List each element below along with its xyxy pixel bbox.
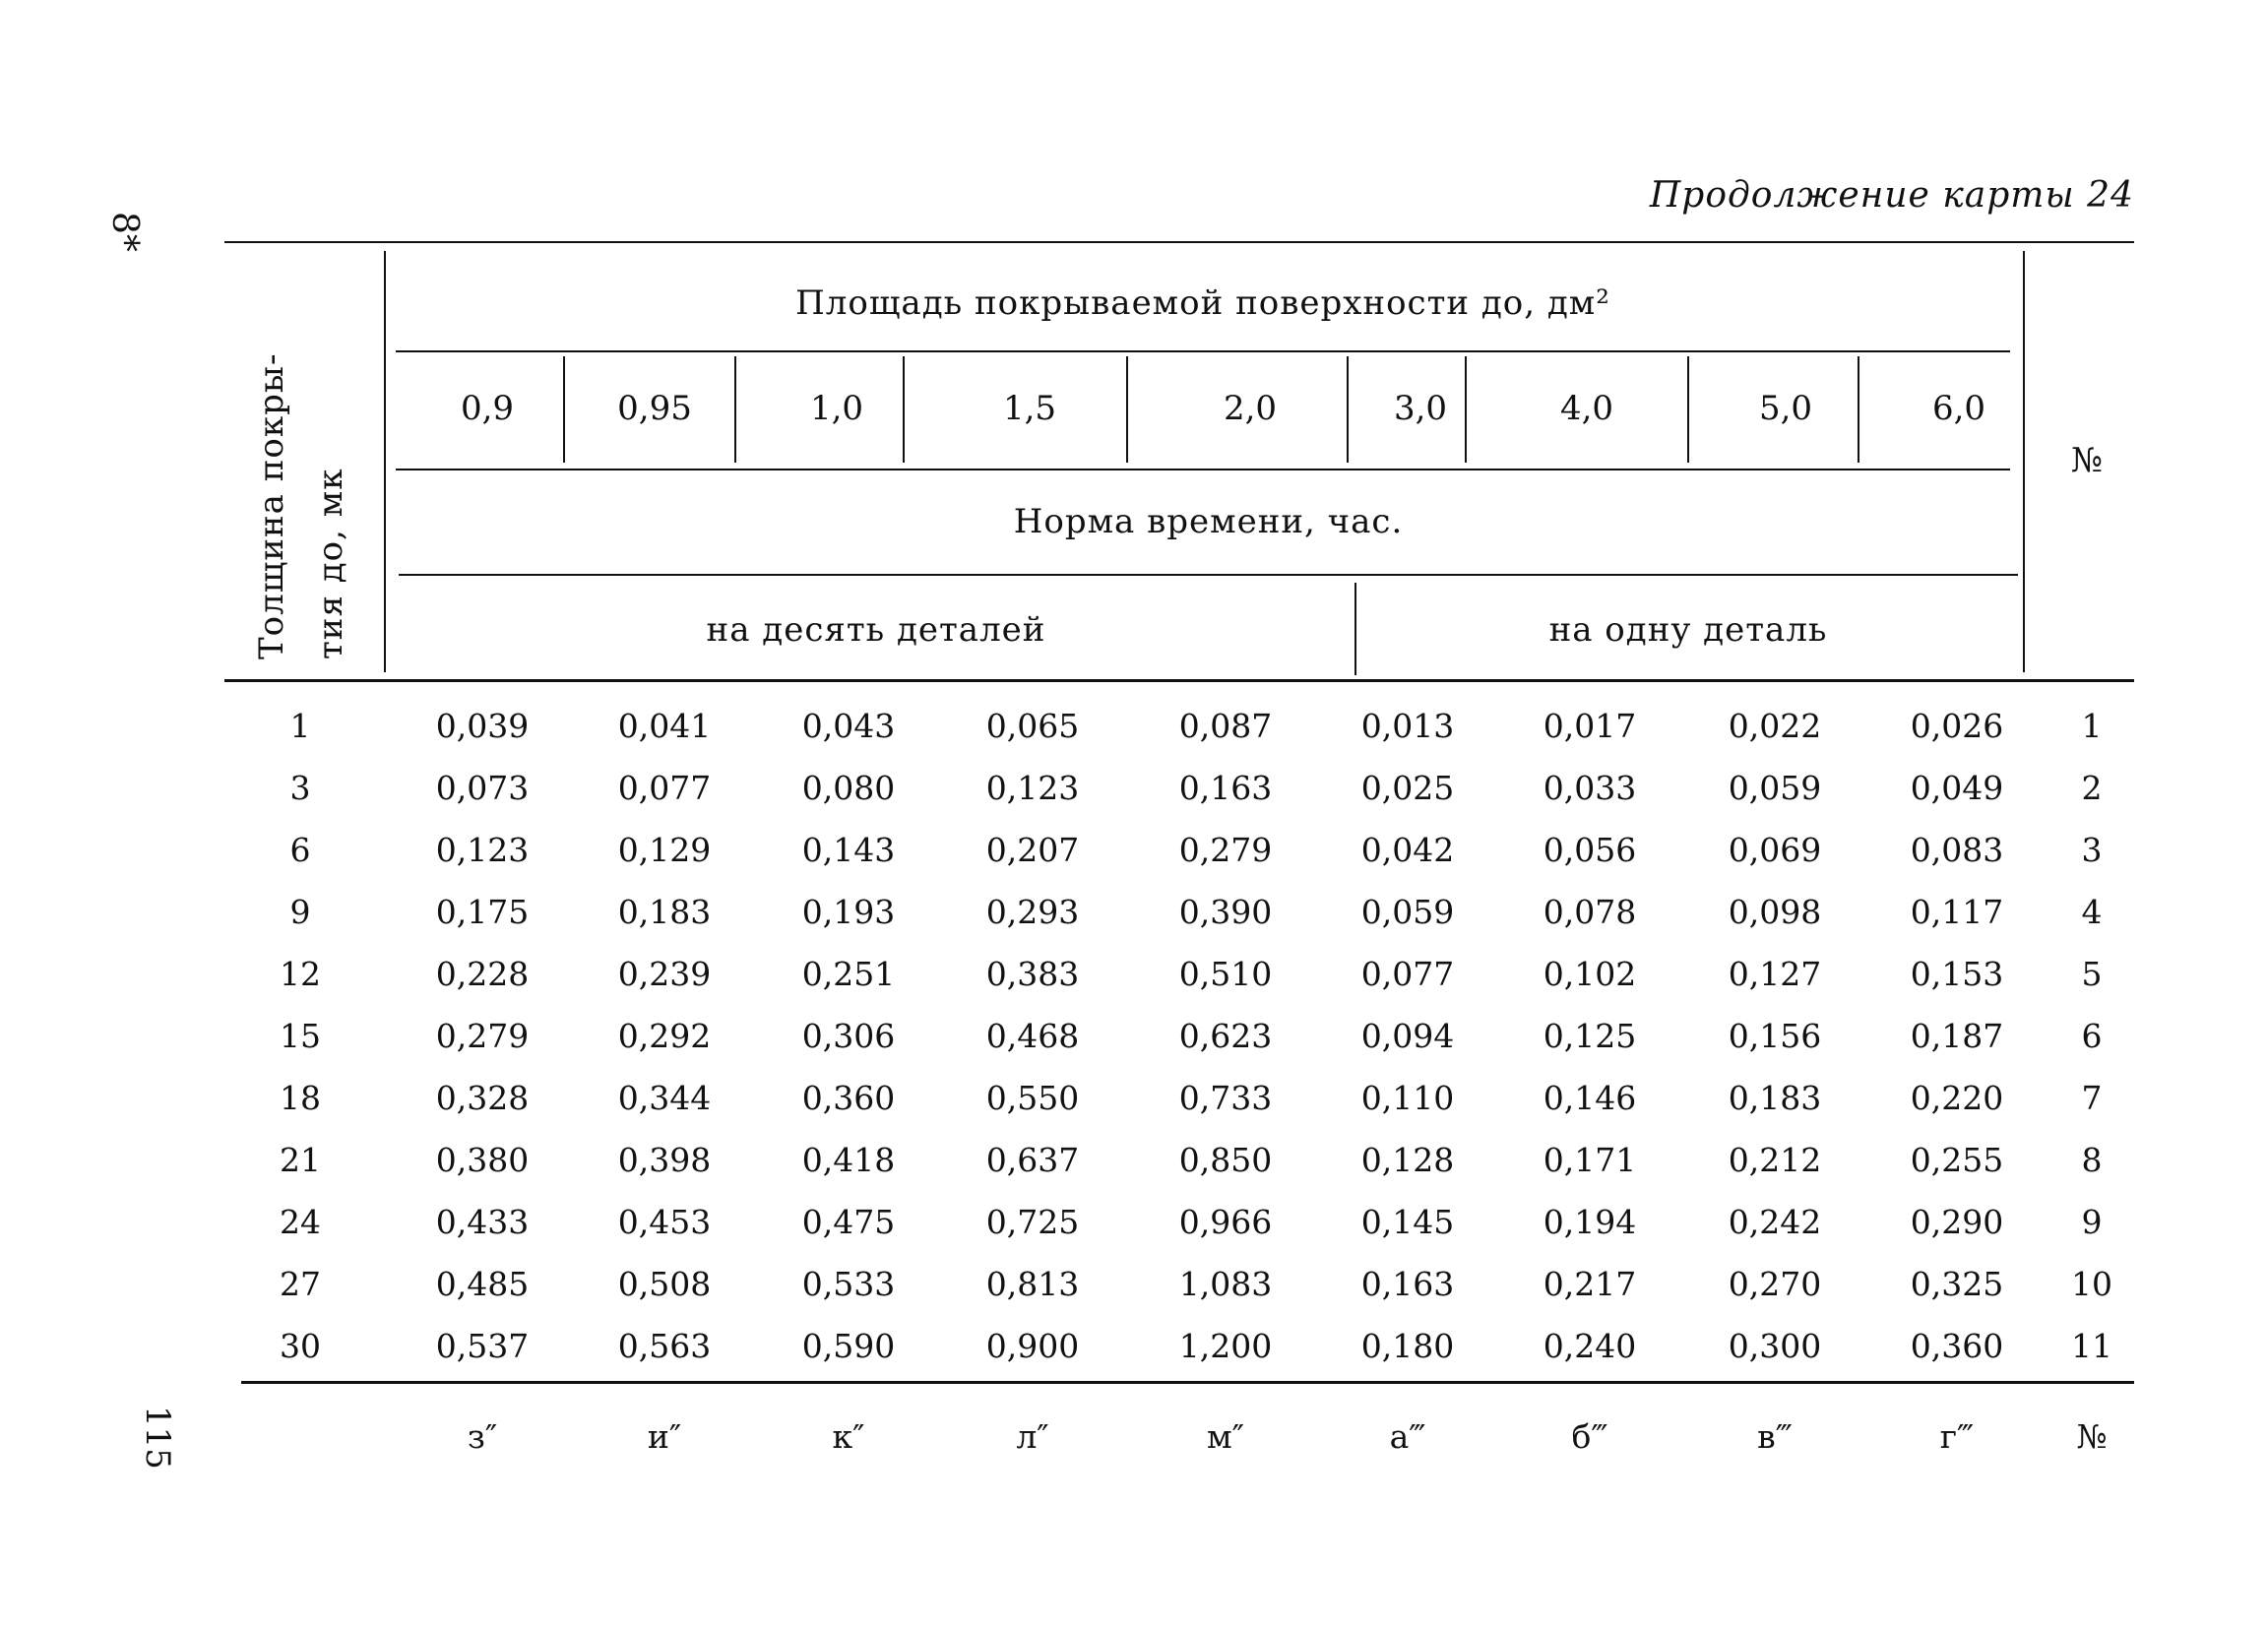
running-head: Продолжение карты 24 xyxy=(1649,175,2134,216)
value-cell: 0,143 xyxy=(801,831,896,869)
value-cell: 0,240 xyxy=(1543,1327,1637,1365)
value-cell: 0,025 xyxy=(1360,769,1455,807)
value-cell: 0,187 xyxy=(1910,1017,2004,1055)
area-header: Площадь покрываемой поверхности до, дм² xyxy=(795,283,1610,323)
area-divider xyxy=(1126,356,1128,463)
thickness-header-line2: тия до, мк xyxy=(311,468,350,659)
value-cell: 0,171 xyxy=(1543,1141,1637,1179)
value-cell: 0,279 xyxy=(1178,831,1273,869)
table-bottom-rule xyxy=(241,1381,2134,1384)
value-cell: 0,017 xyxy=(1543,707,1637,745)
value-cell: 0,194 xyxy=(1543,1203,1637,1241)
value-cell: 0,623 xyxy=(1178,1017,1273,1055)
value-cell: 0,026 xyxy=(1910,707,2004,745)
group-divider xyxy=(1354,583,1356,675)
value-cell: 0,220 xyxy=(1910,1079,2004,1117)
row-number-cell: 1 xyxy=(2081,707,2103,745)
value-cell: 0,242 xyxy=(1728,1203,1822,1241)
thickness-cell: 3 xyxy=(289,769,311,807)
value-cell: 0,102 xyxy=(1543,955,1637,993)
value-cell: 0,212 xyxy=(1728,1141,1822,1179)
row-number-cell: 2 xyxy=(2081,769,2103,807)
value-cell: 0,537 xyxy=(435,1327,530,1365)
area-value: 5,0 xyxy=(1758,389,1813,428)
value-cell: 0,468 xyxy=(985,1017,1080,1055)
group-one-header: на одну деталь xyxy=(1548,610,1828,650)
area-divider xyxy=(1687,356,1689,463)
column-code: г‴ xyxy=(1939,1417,1975,1456)
row-number-cell: 11 xyxy=(2071,1327,2112,1365)
header-bottom-rule xyxy=(224,679,2134,682)
value-cell: 0,129 xyxy=(617,831,712,869)
thickness-cell: 1 xyxy=(289,707,311,745)
value-cell: 1,200 xyxy=(1178,1327,1273,1365)
norm-header-rule xyxy=(399,574,2018,576)
value-cell: 0,056 xyxy=(1543,831,1637,869)
value-cell: 0,255 xyxy=(1910,1141,2004,1179)
page-number: 115 xyxy=(138,1406,177,1470)
value-cell: 0,163 xyxy=(1178,769,1273,807)
area-value: 4,0 xyxy=(1559,389,1614,428)
column-code: б‴ xyxy=(1571,1417,1608,1456)
value-cell: 0,059 xyxy=(1728,769,1822,807)
area-value: 6,0 xyxy=(1931,389,1986,428)
value-cell: 0,077 xyxy=(1360,955,1455,993)
row-number-cell: 7 xyxy=(2081,1079,2103,1117)
group-ten-header: на десять деталей xyxy=(706,610,1046,650)
value-cell: 0,508 xyxy=(617,1265,712,1303)
value-cell: 0,128 xyxy=(1360,1141,1455,1179)
value-cell: 0,292 xyxy=(617,1017,712,1055)
area-value: 2,0 xyxy=(1223,389,1278,428)
value-cell: 0,398 xyxy=(617,1141,712,1179)
column-code: в‴ xyxy=(1757,1417,1793,1456)
area-divider xyxy=(734,356,736,463)
column-code: а‴ xyxy=(1389,1417,1426,1456)
value-cell: 0,033 xyxy=(1543,769,1637,807)
value-cell: 0,328 xyxy=(435,1079,530,1117)
value-cell: 1,083 xyxy=(1178,1265,1273,1303)
value-cell: 0,550 xyxy=(985,1079,1080,1117)
thickness-cell: 9 xyxy=(289,893,311,931)
value-cell: 0,279 xyxy=(435,1017,530,1055)
value-cell: 0,153 xyxy=(1910,955,2004,993)
column-code: з″ xyxy=(467,1417,498,1456)
area-value: 3,0 xyxy=(1393,389,1448,428)
value-cell: 0,813 xyxy=(985,1265,1080,1303)
thickness-cell: 24 xyxy=(280,1203,321,1241)
area-value: 0,9 xyxy=(460,389,515,428)
value-cell: 0,453 xyxy=(617,1203,712,1241)
value-cell: 0,059 xyxy=(1360,893,1455,931)
value-cell: 0,510 xyxy=(1178,955,1273,993)
value-cell: 0,043 xyxy=(801,707,896,745)
value-cell: 0,013 xyxy=(1360,707,1455,745)
value-cell: 0,193 xyxy=(801,893,896,931)
value-cell: 0,850 xyxy=(1178,1141,1273,1179)
value-cell: 0,300 xyxy=(1728,1327,1822,1365)
value-cell: 0,360 xyxy=(1910,1327,2004,1365)
area-divider xyxy=(563,356,565,463)
value-cell: 0,146 xyxy=(1543,1079,1637,1117)
row-number-cell: 6 xyxy=(2081,1017,2103,1055)
value-cell: 0,325 xyxy=(1910,1265,2004,1303)
value-cell: 0,117 xyxy=(1910,893,2004,931)
row-number-cell: 9 xyxy=(2081,1203,2103,1241)
value-cell: 0,022 xyxy=(1728,707,1822,745)
column-code: к″ xyxy=(832,1417,865,1456)
value-cell: 0,039 xyxy=(435,707,530,745)
value-cell: 0,533 xyxy=(801,1265,896,1303)
value-cell: 0,563 xyxy=(617,1327,712,1365)
value-cell: 0,127 xyxy=(1728,955,1822,993)
left-header-divider xyxy=(384,251,386,672)
value-cell: 0,069 xyxy=(1728,831,1822,869)
column-code: и″ xyxy=(647,1417,682,1456)
value-cell: 0,180 xyxy=(1360,1327,1455,1365)
value-cell: 0,156 xyxy=(1728,1017,1822,1055)
value-cell: 0,042 xyxy=(1360,831,1455,869)
value-cell: 0,094 xyxy=(1360,1017,1455,1055)
row-number-cell: 10 xyxy=(2071,1265,2112,1303)
table-top-rule xyxy=(224,241,2134,243)
value-cell: 0,080 xyxy=(801,769,896,807)
value-cell: 0,145 xyxy=(1360,1203,1455,1241)
value-cell: 0,073 xyxy=(435,769,530,807)
value-cell: 0,383 xyxy=(985,955,1080,993)
value-cell: 0,049 xyxy=(1910,769,2004,807)
value-cell: 0,098 xyxy=(1728,893,1822,931)
thickness-cell: 21 xyxy=(280,1141,321,1179)
thickness-header-line1: Толщина покры- xyxy=(252,352,291,659)
area-value: 1,5 xyxy=(1002,389,1057,428)
value-cell: 0,041 xyxy=(617,707,712,745)
right-header-divider xyxy=(2023,251,2025,672)
value-cell: 0,270 xyxy=(1728,1265,1822,1303)
value-cell: 0,110 xyxy=(1360,1079,1455,1117)
row-number-cell: 5 xyxy=(2081,955,2103,993)
value-cell: 0,251 xyxy=(801,955,896,993)
value-cell: 0,390 xyxy=(1178,893,1273,931)
value-cell: 0,123 xyxy=(985,769,1080,807)
area-divider xyxy=(1347,356,1349,463)
row-number-cell: 8 xyxy=(2081,1141,2103,1179)
value-cell: 0,087 xyxy=(1178,707,1273,745)
column-code-num: № xyxy=(2076,1417,2108,1456)
area-header-rule xyxy=(396,350,2010,352)
norm-header: Норма времени, час. xyxy=(1013,502,1404,541)
value-cell: 0,175 xyxy=(435,893,530,931)
area-values-rule xyxy=(396,469,2010,470)
value-cell: 0,183 xyxy=(617,893,712,931)
area-value: 0,95 xyxy=(617,389,692,428)
thickness-cell: 27 xyxy=(280,1265,321,1303)
value-cell: 0,228 xyxy=(435,955,530,993)
value-cell: 0,380 xyxy=(435,1141,530,1179)
value-cell: 0,418 xyxy=(801,1141,896,1179)
value-cell: 0,475 xyxy=(801,1203,896,1241)
value-cell: 0,290 xyxy=(1910,1203,2004,1241)
value-cell: 0,123 xyxy=(435,831,530,869)
value-cell: 0,900 xyxy=(985,1327,1080,1365)
value-cell: 0,733 xyxy=(1178,1079,1273,1117)
value-cell: 0,485 xyxy=(435,1265,530,1303)
value-cell: 0,590 xyxy=(801,1327,896,1365)
value-cell: 0,163 xyxy=(1360,1265,1455,1303)
value-cell: 0,207 xyxy=(985,831,1080,869)
area-divider xyxy=(1858,356,1859,463)
row-number-cell: 4 xyxy=(2081,893,2103,931)
thickness-cell: 15 xyxy=(280,1017,321,1055)
thickness-cell: 18 xyxy=(280,1079,321,1117)
thickness-cell: 30 xyxy=(280,1327,321,1365)
value-cell: 0,083 xyxy=(1910,831,2004,869)
area-value: 1,0 xyxy=(809,389,864,428)
value-cell: 0,077 xyxy=(617,769,712,807)
value-cell: 0,306 xyxy=(801,1017,896,1055)
thickness-cell: 12 xyxy=(280,955,321,993)
value-cell: 0,217 xyxy=(1543,1265,1637,1303)
value-cell: 0,725 xyxy=(985,1203,1080,1241)
thickness-cell: 6 xyxy=(289,831,311,869)
row-number-cell: 3 xyxy=(2081,831,2103,869)
value-cell: 0,125 xyxy=(1543,1017,1637,1055)
num-header: № xyxy=(2070,441,2104,480)
value-cell: 0,637 xyxy=(985,1141,1080,1179)
value-cell: 0,433 xyxy=(435,1203,530,1241)
value-cell: 0,183 xyxy=(1728,1079,1822,1117)
value-cell: 0,293 xyxy=(985,893,1080,931)
column-code: м″ xyxy=(1207,1417,1244,1456)
value-cell: 0,966 xyxy=(1178,1203,1273,1241)
value-cell: 0,360 xyxy=(801,1079,896,1117)
value-cell: 0,239 xyxy=(617,955,712,993)
value-cell: 0,344 xyxy=(617,1079,712,1117)
value-cell: 0,065 xyxy=(985,707,1080,745)
column-code: л″ xyxy=(1016,1417,1049,1456)
value-cell: 0,078 xyxy=(1543,893,1637,931)
margin-mark: 8* xyxy=(104,212,145,252)
